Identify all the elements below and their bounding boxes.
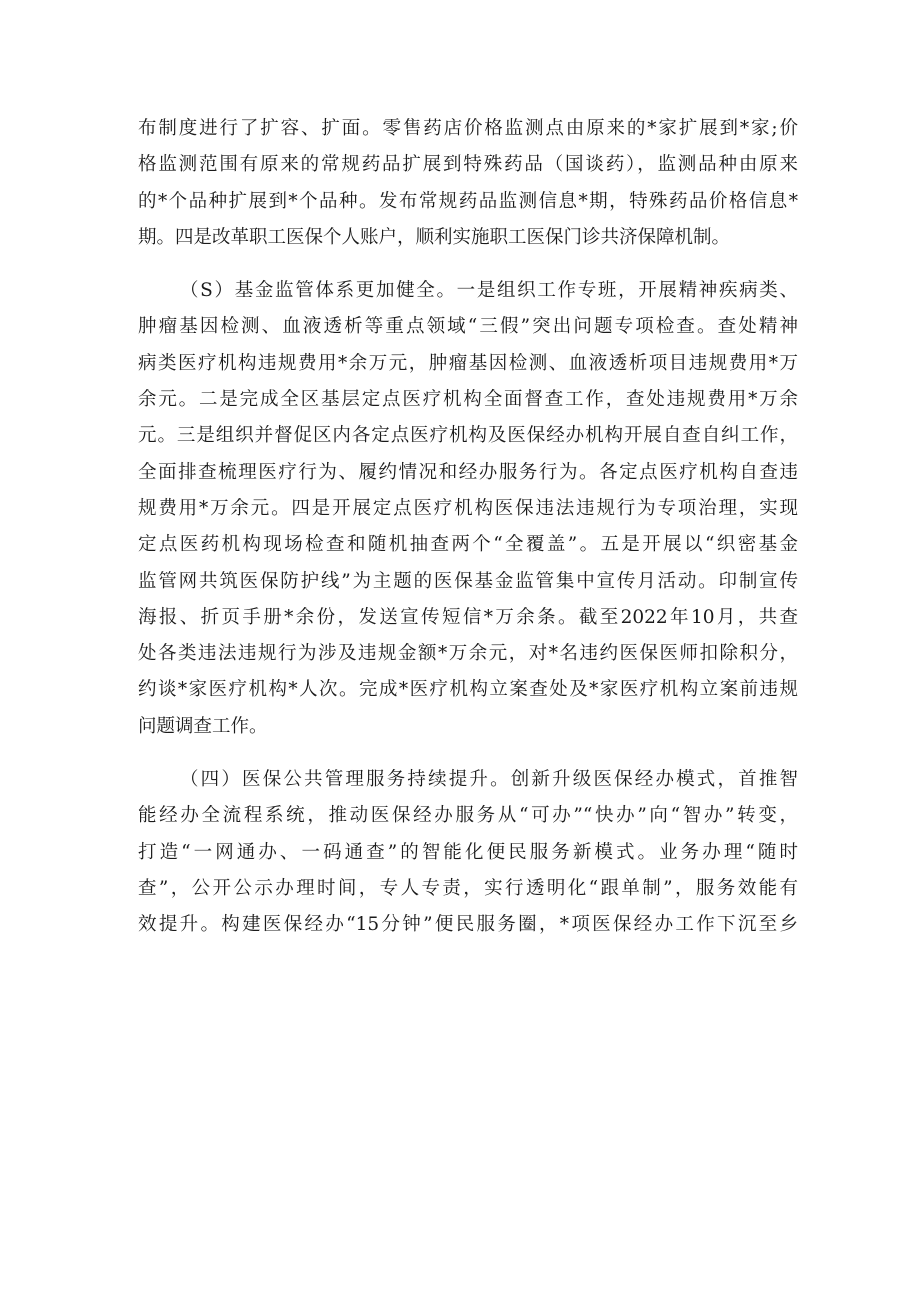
text-line: （四）医保公共管理服务持续提升。创新升级医保经办模式，首推智 bbox=[180, 769, 798, 791]
paragraph-price-monitoring bbox=[138, 111, 798, 256]
text-line: 监管网共筑医保防护线”为主题的医保基金监管集中宣传月活动。印制宣传 bbox=[138, 570, 798, 592]
paragraph-fund-supervision bbox=[138, 273, 798, 745]
text-line: （S）基金监管体系更加健全。一是组织工作专班，开展精神疾病类、 bbox=[180, 280, 798, 302]
text-line: 处各类违法违规行为涉及违规金额*万余元，对*名违约医保医师扣除积分， bbox=[138, 643, 798, 665]
document-page bbox=[138, 111, 798, 961]
text-line: 格监测范围有原来的常规药品扩展到特殊药品（国谈药），监测品种由原来 bbox=[138, 154, 798, 176]
text-line: 能经办全流程系统，推动医保经办服务从“可办”“快办”向“智办”转变， bbox=[138, 805, 798, 827]
text-line: 问题调查工作。 bbox=[138, 715, 268, 737]
text-line: 海报、折页手册*余份，发送宣传短信*万余条。截至2022年10月，共查 bbox=[138, 606, 798, 628]
paragraph-public-service bbox=[138, 762, 798, 943]
text-line: 布制度进行了扩容、扩面。零售药店价格监测点由原来的*家扩展到*家;价 bbox=[138, 118, 798, 139]
text-line: 查”，公开公示办理时间，专人专责，实行透明化“跟单制”，服务效能有 bbox=[138, 877, 798, 899]
text-line: 定点医药机构现场检查和随机抽查两个“全覆盖”。五是开展以“织密基金 bbox=[138, 534, 798, 556]
text-line: 肿瘤基因检测、血液透析等重点领域“三假”突出问题专项检查。查处精神 bbox=[138, 316, 798, 338]
text-line: 的*个品种扩展到*个品种。发布常规药品监测信息*期，特殊药品价格信息* bbox=[138, 190, 798, 212]
text-line: 期。四是改革职工医保个人账户，顺利实施职工医保门诊共济保障机制。 bbox=[138, 226, 731, 248]
text-line: 打造“一网通办、一码通查”的智能化便民服务新模式。业务办理“随时 bbox=[138, 841, 798, 863]
text-line: 全面排查梳理医疗行为、履约情况和经办服务行为。各定点医疗机构自查违 bbox=[138, 461, 798, 483]
text-line: 病类医疗机构违规费用*余万元，肿瘤基因检测、血液透析项目违规费用*万 bbox=[138, 352, 798, 374]
text-line: 效提升。构建医保经办“15分钟”便民服务圈，*项医保经办工作下沉至乡 bbox=[138, 914, 798, 936]
text-line: 约谈*家医疗机构*人次。完成*医疗机构立案查处及*家医疗机构立案前违规 bbox=[138, 679, 798, 701]
text-line: 元。三是组织并督促区内各定点医疗机构及医保经办机构开展自查自纠工作， bbox=[138, 425, 798, 447]
text-line: 余元。二是完成全区基层定点医疗机构全面督查工作，查处违规费用*万余 bbox=[138, 389, 798, 411]
text-line: 规费用*万余元。四是开展定点医疗机构医保违法违规行为专项治理，实现 bbox=[138, 497, 798, 519]
